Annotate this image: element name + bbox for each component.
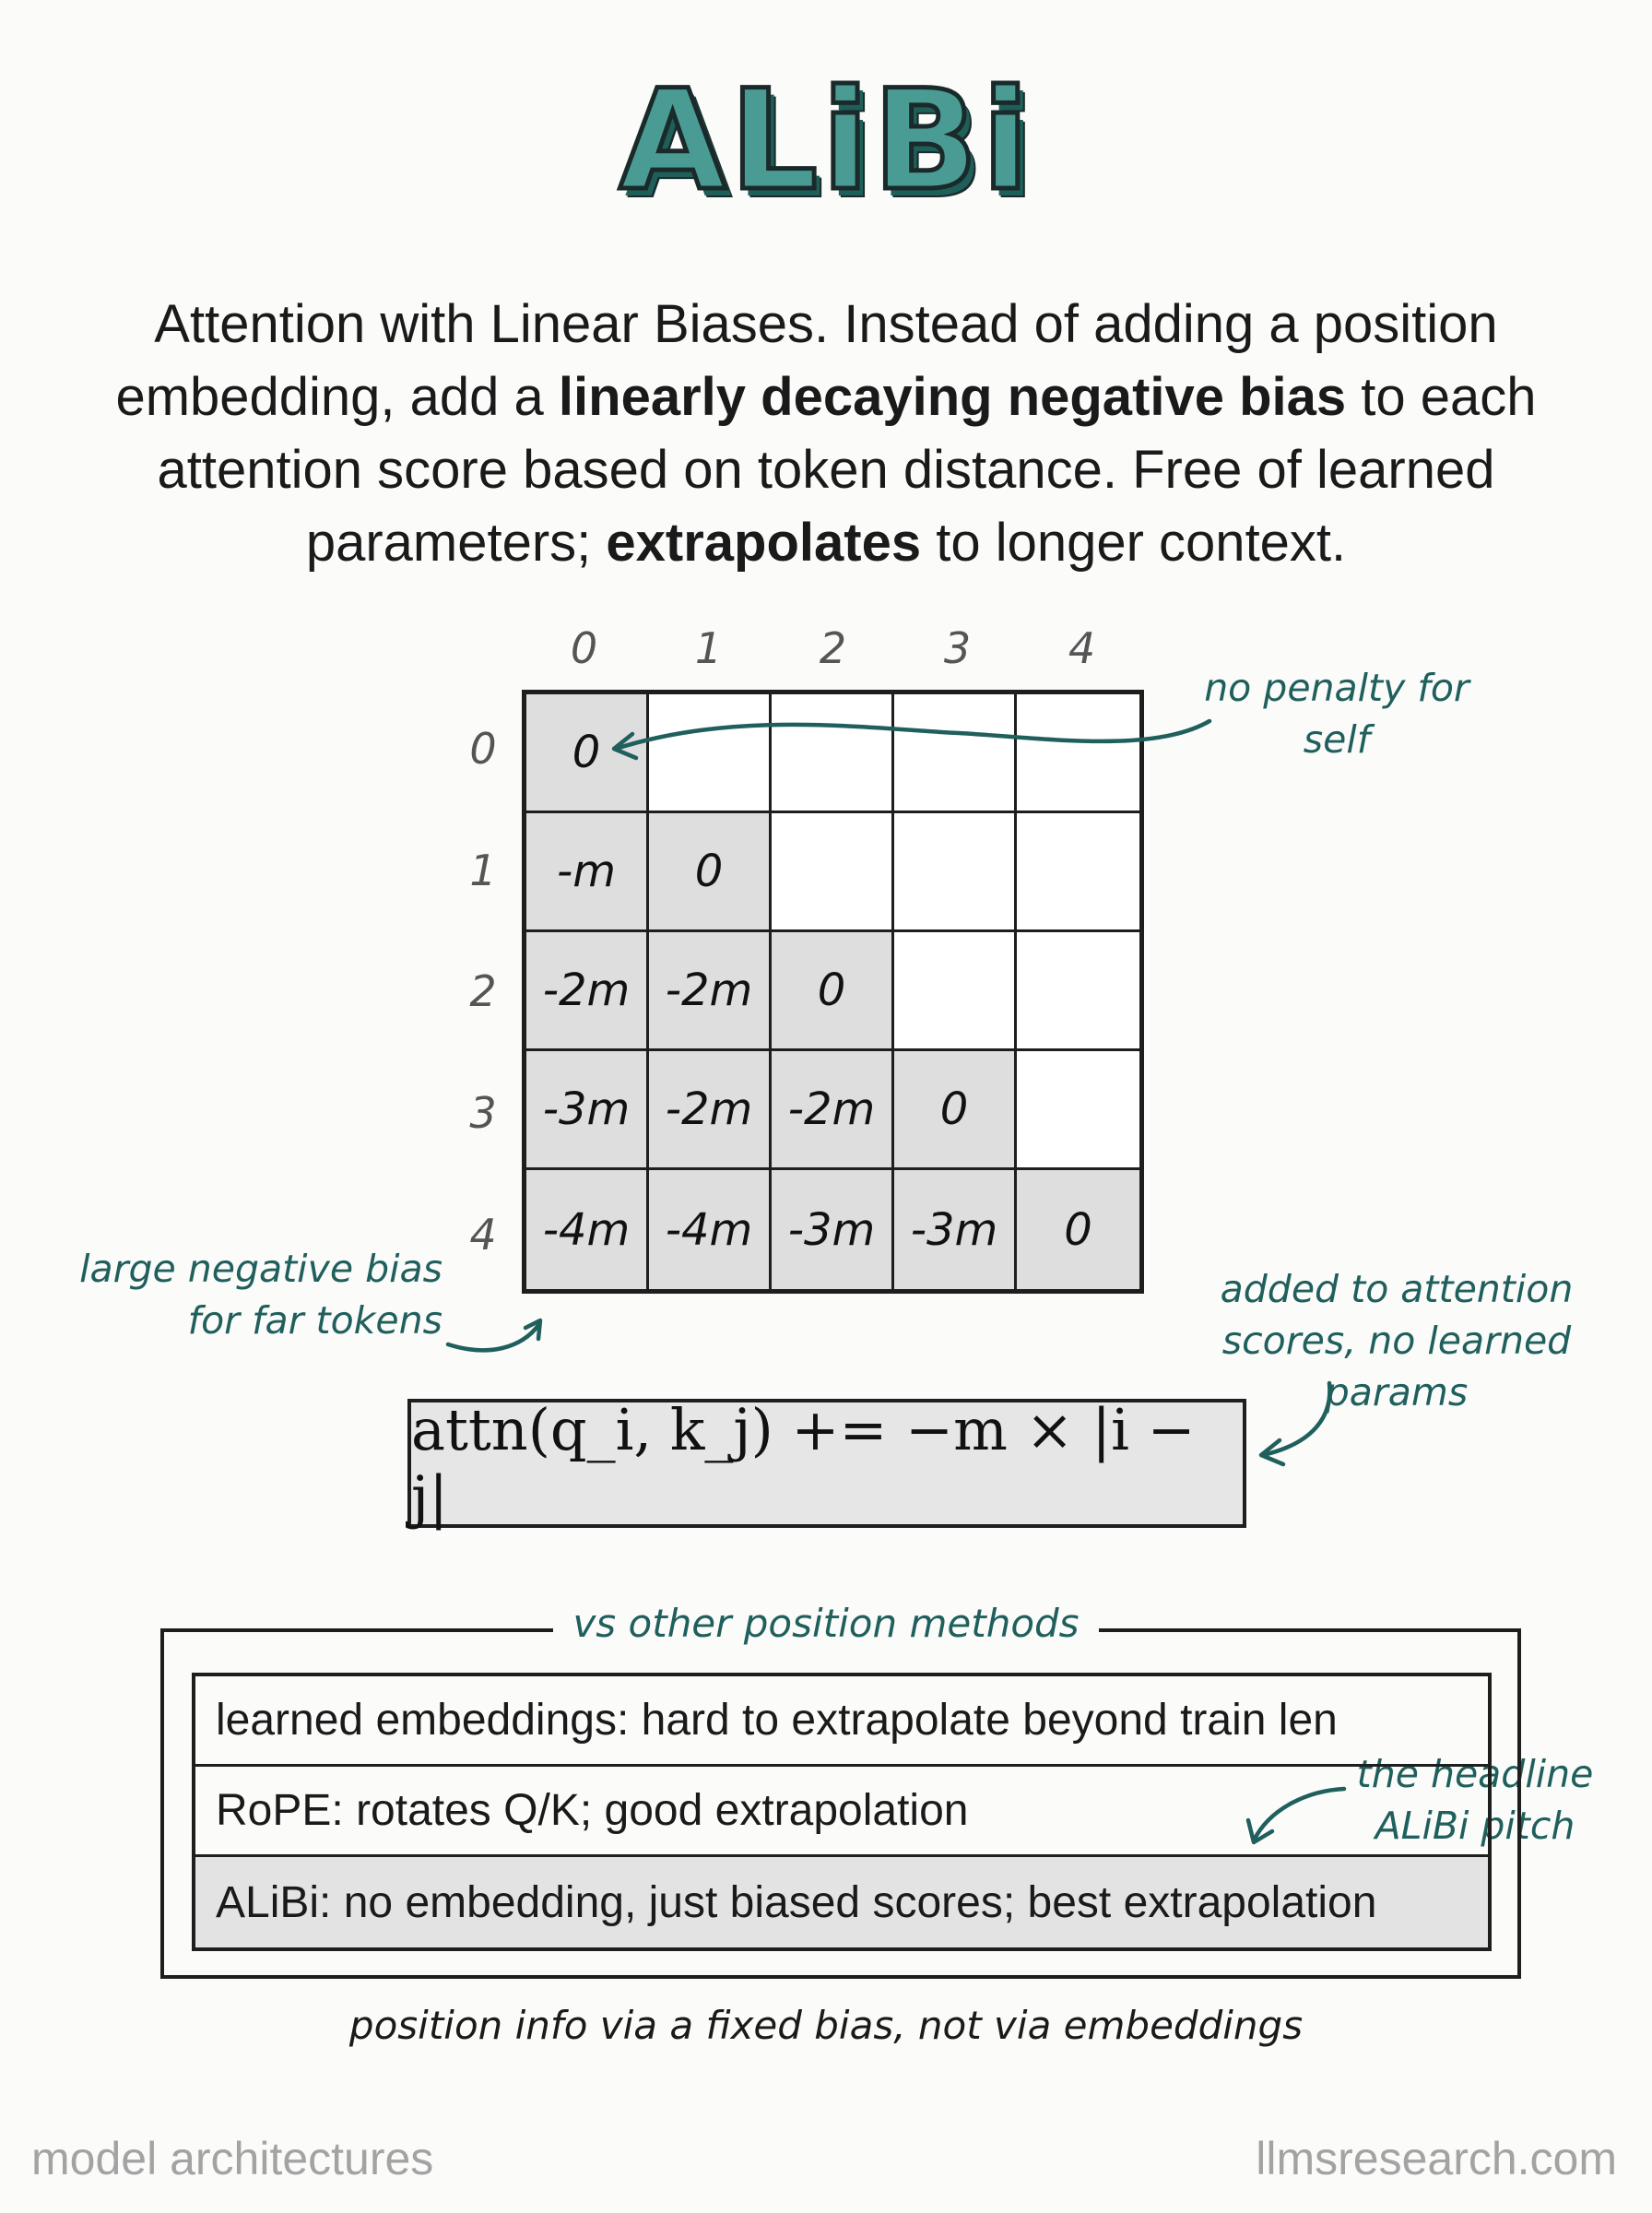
comparison-item-learned: learned embeddings: hard to extrapolate beyond train len — [195, 1676, 1488, 1767]
matrix-cell: -4m — [526, 1170, 649, 1289]
column-label: 0 — [570, 623, 598, 673]
intro-text: Attention with Linear Biases. Instead of adding a position embedding, add a — [115, 294, 1498, 427]
row-label: 1 — [469, 846, 497, 895]
row-label: 3 — [469, 1088, 497, 1138]
footer-left: model architectures — [31, 2133, 434, 2184]
intro-bold-bias: linearly decaying negative bias — [558, 367, 1347, 427]
formula-box — [407, 1396, 1246, 1531]
matrix-cell: 0 — [772, 932, 894, 1051]
annotation-added-scores: added to attention scores, no learned params — [1220, 1267, 1574, 1414]
comparison-item-rope: RoPE: rotates Q/K; good extrapolation — [195, 1767, 1488, 1857]
row-label: 2 — [469, 966, 497, 1016]
matrix-cell: -2m — [526, 932, 649, 1051]
footer-right: llmsresearch.com — [1256, 2133, 1617, 2184]
page-title: ALiBi — [619, 61, 1033, 221]
annotation-far-tokens: large negative bias for far tokens — [79, 1247, 442, 1343]
intro-text: to longer context. — [921, 513, 1347, 573]
matrix-cell: 0 — [649, 813, 772, 932]
arrow-self-icon — [616, 721, 1210, 749]
formula: attn(q_i, k_j) += −m × |i − j| — [411, 1396, 1196, 1531]
matrix-cell: 0 — [526, 694, 649, 813]
matrix-cell: -3m — [894, 1170, 1017, 1289]
matrix-cell: -4m — [649, 1170, 772, 1289]
column-label: 1 — [694, 623, 723, 673]
row-label: 4 — [469, 1210, 497, 1260]
intro-text: to each attention score based on token distance. Free of learned parameters; — [157, 367, 1537, 573]
matrix-cell: 0 — [1017, 1170, 1139, 1289]
matrix-cell: -3m — [526, 1051, 649, 1170]
row-label: 0 — [469, 724, 497, 774]
comparison-list — [192, 1673, 1492, 1951]
column-label: 3 — [943, 623, 972, 673]
matrix-cell: -2m — [772, 1051, 894, 1170]
annotation-headline: the headline ALiBi pitch — [1356, 1752, 1594, 1848]
matrix-cell: -2m — [649, 1051, 772, 1170]
column-label: 4 — [1068, 623, 1096, 673]
matrix-cell: -3m — [772, 1170, 894, 1289]
footer-note: position info via a fixed bias, not via embeddings — [348, 2003, 1304, 2048]
column-label: 2 — [819, 623, 847, 673]
comparison-item-alibi: ALiBi: no embedding, just biased scores; best extrapolation — [195, 1857, 1488, 1947]
matrix-cell: -2m — [649, 932, 772, 1051]
annotation-no-penalty: no penalty for self — [1204, 666, 1469, 762]
intro-bold-extrapolates: extrapolates — [606, 513, 922, 573]
matrix-cell: -m — [526, 813, 649, 932]
comparison-title: vs other position methods — [553, 1601, 1099, 1646]
matrix-cell: 0 — [894, 1051, 1017, 1170]
